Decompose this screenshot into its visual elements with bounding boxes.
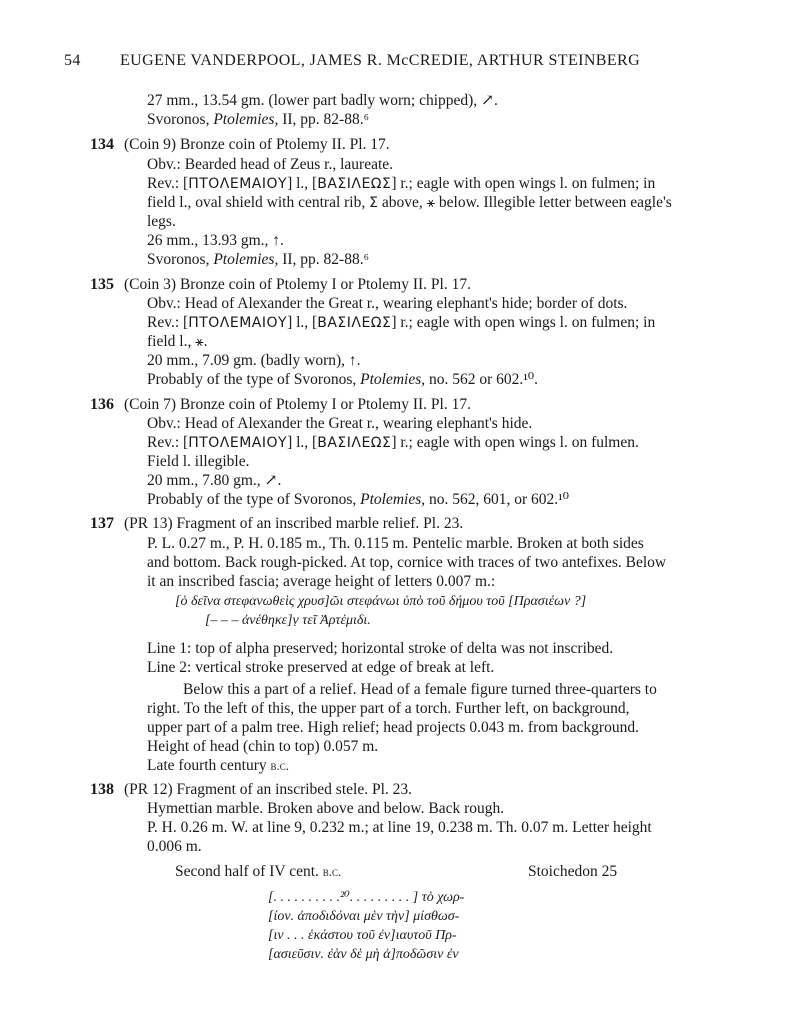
entry-135-reference: Probably of the type of Svoronos, Ptolemies, no. 562 or 602.¹⁰. <box>147 371 539 388</box>
entry-138-description: Hymettian marble. Broken above and below. Back rough. <box>147 800 505 817</box>
entry-134-title: (Coin 9) Bronze coin of Ptolemy II. Pl. 17. <box>124 136 390 153</box>
entry-134-field: field l., oval shield with central rib, Σ above, ⚹ below. Illegible letter between eagle's <box>147 194 672 211</box>
stoichedon-note: Stoichedon 25 <box>528 863 618 880</box>
entry-136-measurements: 20 mm., 7.80 gm., ↗. <box>147 472 282 489</box>
greek-inscription-line: [ασιεῦσιν. ἐὰν δὲ μὴ ἀ]ποδῶσιν ἐν <box>268 947 459 962</box>
entry-134-reference: Svoronos, Ptolemies, II, pp. 82-88.⁶ <box>147 251 369 268</box>
entry-136-field: Field l. illegible. <box>147 453 250 470</box>
epigraphic-note: Line 2: vertical stroke preserved at edge of break at left. <box>147 659 495 676</box>
entry-137-description: it an inscribed fascia; average height of letters 0.007 m.: <box>147 573 496 590</box>
relief-description: upper part of a palm tree. High relief; head projects 0.043 m. from background. <box>147 719 639 736</box>
entry-136-obverse: Obv.: Head of Alexander the Great r., wearing elephant's hide. <box>147 415 533 432</box>
monogram-cross-icon: ⚹ <box>426 195 436 211</box>
greek-inscription-line: [ίον. ἀποδιδόναι μὲν τὴν] μίσθωσ- <box>268 909 460 924</box>
entry-138-title: (PR 12) Fragment of an inscribed stele. Pl. 23. <box>124 781 412 798</box>
prev-entry-measurements: 27 mm., 13.54 gm. (lower part badly worn; chipped), ↗. <box>147 92 498 109</box>
entry-134-measurements: 26 mm., 13.93 gm., ↑. <box>147 232 284 249</box>
monogram-cross-icon: ⚹ <box>195 334 204 350</box>
running-header-authors: EUGENE VANDERPOOL, JAMES R. McCREDIE, ARTHUR STEINBERG <box>120 52 641 69</box>
entry-136-reverse: Rev.: [ΠΤΟΛΕΜΑΙΟΥ] l., [ΒΑΣΙΛΕΩΣ] r.; eagle with open wings l. on fulmen. <box>147 434 639 451</box>
entry-137-title: (PR 13) Fragment of an inscribed marble relief. Pl. 23. <box>124 515 464 532</box>
relief-description: Below this a part of a relief. Head of a female figure turned three-quarters to <box>183 681 657 698</box>
entry-134-legs: legs. <box>147 213 176 230</box>
entry-135-measurements: 20 mm., 7.09 gm. (badly worn), ↑. <box>147 352 361 369</box>
entry-138-description: P. H. 0.26 m. W. at line 9, 0.232 m.; at line 19, 0.238 m. Th. 0.07 m. Letter height <box>147 819 652 836</box>
entry-135-obverse: Obv.: Head of Alexander the Great r., wearing elephant's hide; border of dots. <box>147 295 628 312</box>
entry-137-description: P. L. 0.27 m., P. H. 0.185 m., Th. 0.115 m. Pentelic marble. Broken at both sides <box>147 535 644 552</box>
entry-137-date: Late fourth century b.c. <box>147 757 290 774</box>
entry-134-reverse: Rev.: [ΠΤΟΛΕΜΑΙΟΥ] l., [ΒΑΣΙΛΕΩΣ] r.; eagle with open wings l. on fulmen; in <box>147 175 656 192</box>
catalog-number-137: 137 <box>90 515 114 532</box>
entry-138-description: 0.006 m. <box>147 838 202 855</box>
entry-136-reference: Probably of the type of Svoronos, Ptolemies, no. 562, 601, or 602.¹⁰ <box>147 491 570 508</box>
greek-inscription-line: [ιν . . . ἑκάστου τοῦ ἐν]ιαυτοῦ Πρ- <box>268 928 457 943</box>
catalog-number-135: 135 <box>90 276 114 293</box>
greek-inscription-line: [. . . . . . . . . .²⁰. . . . . . . . . ] τὸ χωρ- <box>268 890 465 905</box>
catalog-number-138: 138 <box>90 781 114 798</box>
page-number: 54 <box>64 52 81 69</box>
prev-entry-reference: Svoronos, Ptolemies, II, pp. 82-88.⁶ <box>147 111 369 128</box>
entry-134-obverse: Obv.: Bearded head of Zeus r., laureate. <box>147 156 394 173</box>
entry-137-description: and bottom. Back rough-picked. At top, cornice with traces of two antefixes. Below <box>147 554 667 571</box>
epigraphic-note: Line 1: top of alpha preserved; horizontal stroke of delta was not inscribed. <box>147 640 614 657</box>
relief-description: Height of head (chin to top) 0.057 m. <box>147 738 379 755</box>
entry-138-date: Second half of IV cent. b.c. <box>175 863 342 880</box>
entry-135-reverse: Rev.: [ΠΤΟΛΕΜΑΙΟΥ] l., [ΒΑΣΙΛΕΩΣ] r.; eagle with open wings l. on fulmen; in <box>147 314 656 331</box>
monogram-sigma-icon: Σ <box>369 195 378 211</box>
entry-136-title: (Coin 7) Bronze coin of Ptolemy I or Ptolemy II. Pl. 17. <box>124 396 471 413</box>
greek-inscription-line: [– – – ἀνέθηκε]ṿ τεῖ Ἀρτέμιδι. <box>205 613 371 628</box>
catalog-number-134: 134 <box>90 136 114 153</box>
entry-135-field: field l., ⚹. <box>147 333 208 350</box>
relief-description: right. To the left of this, the upper part of a torch. Further left, on background, <box>147 700 630 717</box>
greek-inscription-line: [ὁ δεῖνα στεφανωθεὶς χρυσ]ῶι στεφάνωι ὑπὸ τοῦ δήμου τοῦ [Πρασιέων ?] <box>175 594 587 609</box>
entry-135-title: (Coin 3) Bronze coin of Ptolemy I or Ptolemy II. Pl. 17. <box>124 276 471 293</box>
catalog-number-136: 136 <box>90 396 114 413</box>
